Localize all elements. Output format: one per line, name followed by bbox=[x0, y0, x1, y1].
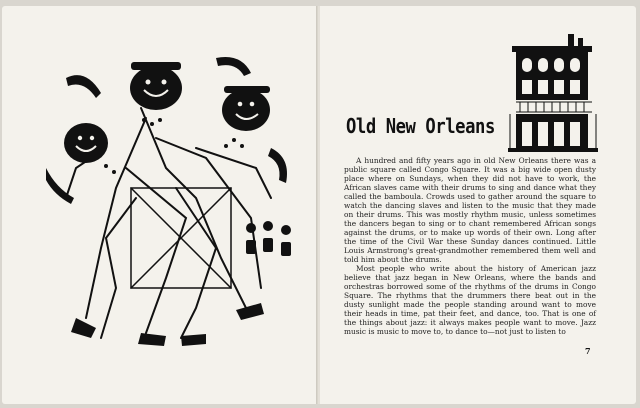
chapter-title: Old New Orleans bbox=[346, 114, 495, 138]
paragraph: A hundred and fifty years ago in old New Orleans there was a public square called Congo Square. It was a big wide open dusty place where on Sundays, when they did not have to work, the African slaves came with their drums to sing and dance what they called the bamboula. Crowds used to gather around the square to watch the dancing slaves and listen to the music that they made on their drums. This was mostly rhythm music, unless sometimes the dancers began to sing or to chant remembered African songs against the drums, or to make up words of their own. Long after the time of the Civil War these Sunday dances continued. Little Louis Armstrong's great-grandmother remembered them well and told him about the drums. bbox=[344, 156, 596, 264]
paragraph: Most people who write about the history of American jazz believe that jazz began in New Orleans, where the bands and orchestras borrowed some of the rhythms of the drums in Congo Square. The rhythms that the drummers there beat out in the dusty sunlight made the people standing around want to move their heads in time, pat their feet, and dance, too. That is one of the things about jazz: it always makes people want to move. Jazz music is music to move to, to dance to—not just to listen to bbox=[344, 264, 596, 336]
body-text bbox=[344, 156, 596, 336]
townhouse-icon bbox=[508, 30, 598, 155]
dancing-figures-icon bbox=[46, 48, 294, 348]
page-number: 7 bbox=[585, 346, 591, 356]
